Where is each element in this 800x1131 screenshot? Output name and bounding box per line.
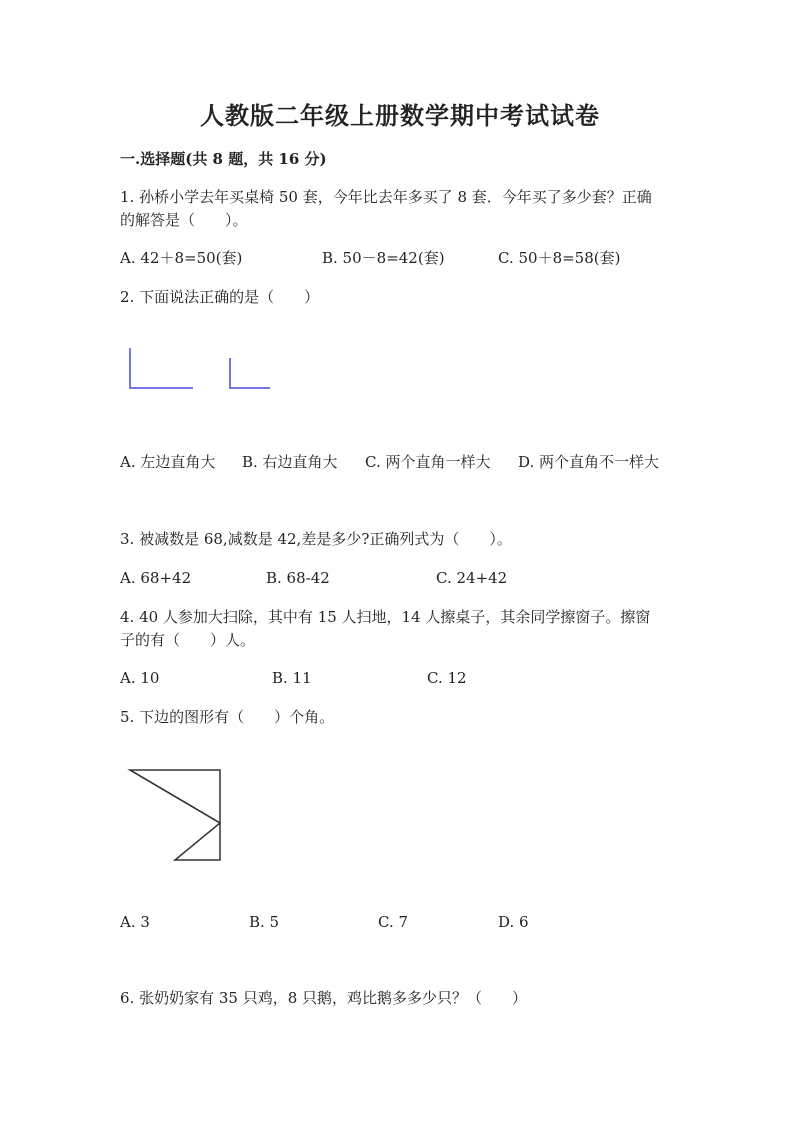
question-4-text: 4. 40 人参加大扫除，其中有 15 人扫地，14 人擦桌子，其余同学擦窗子。擦窗子的有（ ）人。: [120, 608, 651, 649]
question-3-text: 3. 被减数是 68,减数是 42,差是多少?正确列式为（ ）。: [120, 530, 512, 548]
question-3-option-b[interactable]: B. 68-42: [266, 569, 330, 587]
right-angles-figure: [120, 340, 290, 400]
section-heading: 一.选择题(共 8 题，共 16 分): [120, 150, 327, 168]
question-1-option-a[interactable]: A. 42＋8=50(套): [120, 249, 243, 267]
question-4-option-a[interactable]: A. 10: [120, 669, 160, 687]
question-6-text: 6. 张奶奶家有 35 只鸡，8 只鹅，鸡比鹅多多少只？（ ）: [120, 989, 528, 1007]
question-1-option-b[interactable]: B. 50－8=42(套): [322, 249, 445, 267]
question-3-option-c[interactable]: C. 24+42: [436, 569, 508, 587]
question-5-option-c[interactable]: C. 7: [378, 913, 409, 931]
question-5-option-b[interactable]: B. 5: [249, 913, 280, 931]
left-right-angle: [130, 348, 193, 388]
question-2-option-c[interactable]: C. 两个直角一样大: [365, 453, 491, 471]
question-4-option-b[interactable]: B. 11: [272, 669, 312, 687]
right-right-angle: [230, 358, 270, 388]
question-1-text: 1. 孙桥小学去年买桌椅 50 套，今年比去年多买了 8 套．今年买了多少套？正确的解答是（ ）。: [120, 188, 652, 229]
question-4-option-c[interactable]: C. 12: [427, 669, 467, 687]
question-3-option-a[interactable]: A. 68+42: [120, 569, 192, 587]
angles-shape-figure: [125, 765, 230, 865]
shape-diagonal: [130, 770, 220, 823]
question-2-option-b[interactable]: B. 右边直角大: [242, 453, 338, 471]
question-2-text: 2. 下面说法正确的是（ ）: [120, 288, 320, 306]
page-title: 人教版二年级上册数学期中考试试卷: [200, 101, 600, 130]
question-5-option-a[interactable]: A. 3: [120, 913, 150, 931]
question-1-option-c[interactable]: C. 50＋8=58(套): [498, 249, 621, 267]
question-2-option-d[interactable]: D. 两个直角不一样大: [518, 453, 660, 471]
question-5-option-d[interactable]: D. 6: [498, 913, 529, 931]
question-2-option-a[interactable]: A. 左边直角大: [120, 453, 216, 471]
question-5-text: 5. 下边的图形有（ ）个角。: [120, 708, 335, 726]
